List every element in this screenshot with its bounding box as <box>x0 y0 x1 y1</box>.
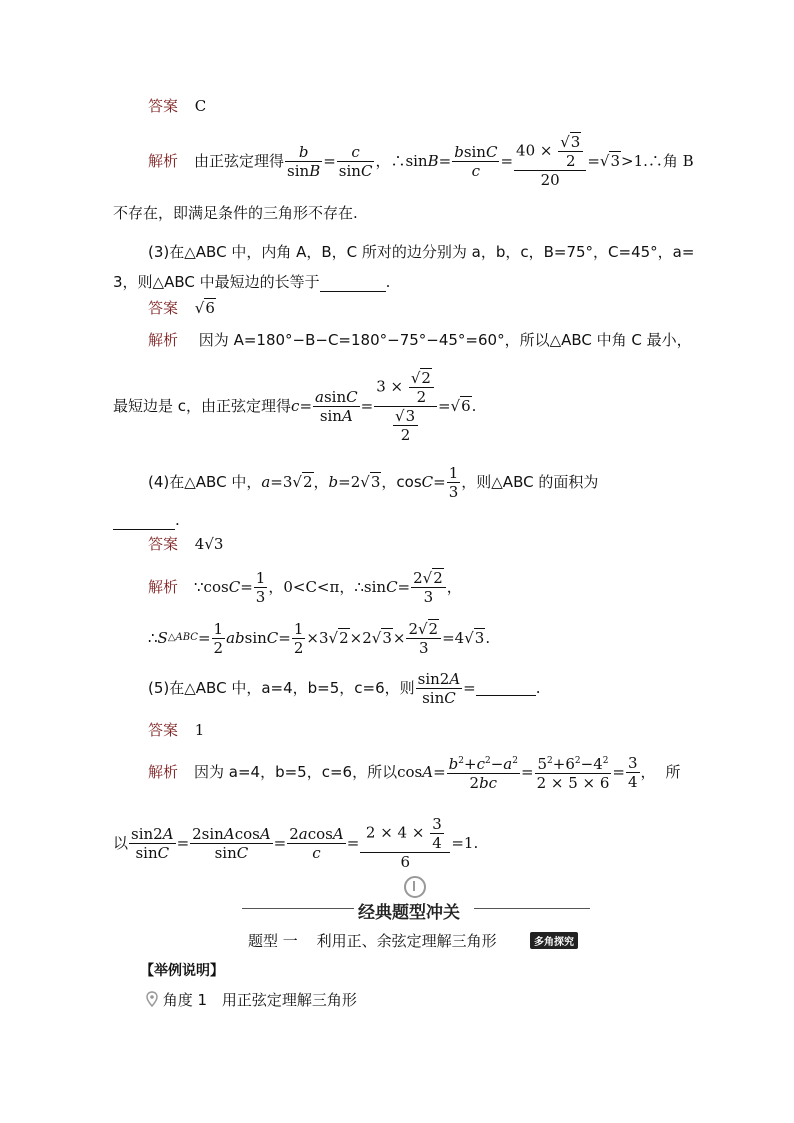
topic-text: 利用正、余弦定理解三角形 <box>316 932 497 950</box>
analysis-text: 由正弦定理得 <box>194 152 285 170</box>
location-pin-icon <box>146 991 158 1007</box>
divider-left <box>242 908 354 909</box>
question-4-suffix: 则△ABC 的面积为 <box>476 473 599 491</box>
fraction: 3 × $\frac{√2}{2}$ $\frac{√3}{2}$ <box>374 369 437 444</box>
analysis-line2-prefix: 以 <box>113 834 129 852</box>
fraction: $\frac{c}{\sin C}$ <box>338 142 373 180</box>
answer-value: 1 <box>194 721 205 739</box>
analysis-block <box>148 330 692 350</box>
answer-block: 答案 √6 <box>148 299 215 317</box>
question-4: (4)在△ABC 中， a =3 √2 ， b =2 √3 ， cos C = $\frac{1}{3}$ ， 则△ABC 的面积为 <box>148 463 599 501</box>
fraction: $\frac{b}{\sin B}$ <box>287 142 321 180</box>
result-value: 1 <box>463 834 474 852</box>
analysis-text: 因为 A=180°−B−C=180°−75°−45°=60°，所以△ABC 中角 C 最小， <box>198 331 692 349</box>
fraction: $\frac{bsinC}{c}$ <box>454 142 498 180</box>
badge-tag: 多角探究 <box>530 932 578 949</box>
analysis-label: 解析 <box>148 331 179 349</box>
analysis-block: 解析 因为 a=4，b=5，c=6，所以 cos A = $\frac{b^2+c^2-a^2}{2bc}$ = $\frac{5^2+6^2-4^2}{2 \times 5 \times 6}$ = $\frac{3}{4}$ ， 所 <box>148 753 681 792</box>
section-title: 经典题型冲关 <box>358 903 460 923</box>
analysis-text: 因为 a=4，b=5，c=6，所以 <box>194 763 398 781</box>
angle-text: 用正弦定理解三角形 <box>221 991 357 1009</box>
answer-blank <box>113 515 175 530</box>
answer-value: 6 <box>205 299 215 317</box>
question-3-line2: 3，则△ABC 中最短边的长等于 . <box>113 273 391 291</box>
angle-heading <box>146 990 357 1010</box>
answer-label: 答案 <box>148 299 179 317</box>
topic-label: 题型 一 <box>248 932 298 950</box>
analysis-label: 解析 <box>148 763 179 781</box>
result-value: 6 <box>461 397 471 415</box>
question-4-prefix: (4)在△ABC 中， <box>148 473 262 491</box>
analysis-line2: 最短边是 c，由正弦定理得 c = $\frac{asinC}{\sin A}$ = 3 × $\frac{√2}{2}$ $\frac{√3}{2}$ = √6 . <box>113 368 477 444</box>
analysis-line2: 以 $\frac{\sin 2A}{\sin C}$ = $\frac{\text{2sinAcosA}}{\sin C}$ = $\frac{2acosA}{c}$ = 2 × 4 × $\frac{3}{4}$ 6 = 1 . <box>113 815 479 871</box>
analysis-label: 解析 <box>148 152 179 170</box>
answer-blank <box>320 277 386 292</box>
fraction: $\frac{asinC}{\sin A}$ <box>315 387 358 425</box>
lamp-icon <box>404 876 426 898</box>
analysis-line2-prefix: 最短边是 c，由正弦定理得 <box>113 397 292 415</box>
analysis-suffix: 所 <box>665 763 681 781</box>
question-5: (5)在△ABC 中，a=4，b=5，c=6，则 $\frac{\sin 2A}{\sin C}$ = . <box>148 669 541 707</box>
answer-blank <box>476 681 536 696</box>
example-header: 【举例说明】 <box>140 963 224 979</box>
answer-value: 4√3 <box>194 535 224 553</box>
analysis-label: 解析 <box>148 578 179 596</box>
fraction: 40 × $\frac{√3}{2}$ 20 <box>514 133 586 189</box>
angle-label: 角度 1 <box>162 991 208 1009</box>
tail-text: >1.∴角 B <box>621 152 694 170</box>
answer-label: 答案 <box>148 721 179 739</box>
question-3-line1: (3)在△ABC 中，内角 A，B，C 所对的边分别为 a，b，c，B=75°，C=45°，a= <box>148 243 695 261</box>
answer-label: 答案 <box>148 535 179 553</box>
answer-blank-line: . <box>113 510 180 530</box>
analysis-block: 解析 ∵cosC= $\frac{1}{3}$ ， 0<C<π， ∴sin C = $\frac{2√2}{3}$ ， <box>148 568 462 606</box>
analysis-note: 0<C<π， <box>283 578 355 596</box>
analysis-block: 解析 由正弦定理得 $\frac{b}{\sin B}$ = $\frac{c}{\sin C}$ ，∴sin B = $\frac{bsinC}{c}$ = 40 × $\frac{√3}{2}$ 20 = √3 >1.∴角 B <box>148 133 694 189</box>
topic-heading <box>248 931 497 951</box>
divider-right <box>474 908 590 909</box>
conclusion-text: 不存在，即满足条件的三角形不存在. <box>113 204 358 222</box>
area-formula: ∴ S △ABC = $\frac{1}{2}$ ab sin C = $\frac{1}{2}$ ×3 √2 ×2 √3 × $\frac{2√2}{3}$ =4 √3 . <box>148 619 491 657</box>
answer-label: 答案 <box>148 97 179 115</box>
answer-block <box>148 720 204 740</box>
question-5-prefix: (5)在△ABC 中，a=4，b=5，c=6，则 <box>148 679 415 697</box>
answer-value: C <box>194 97 207 115</box>
answer-block <box>148 534 223 554</box>
